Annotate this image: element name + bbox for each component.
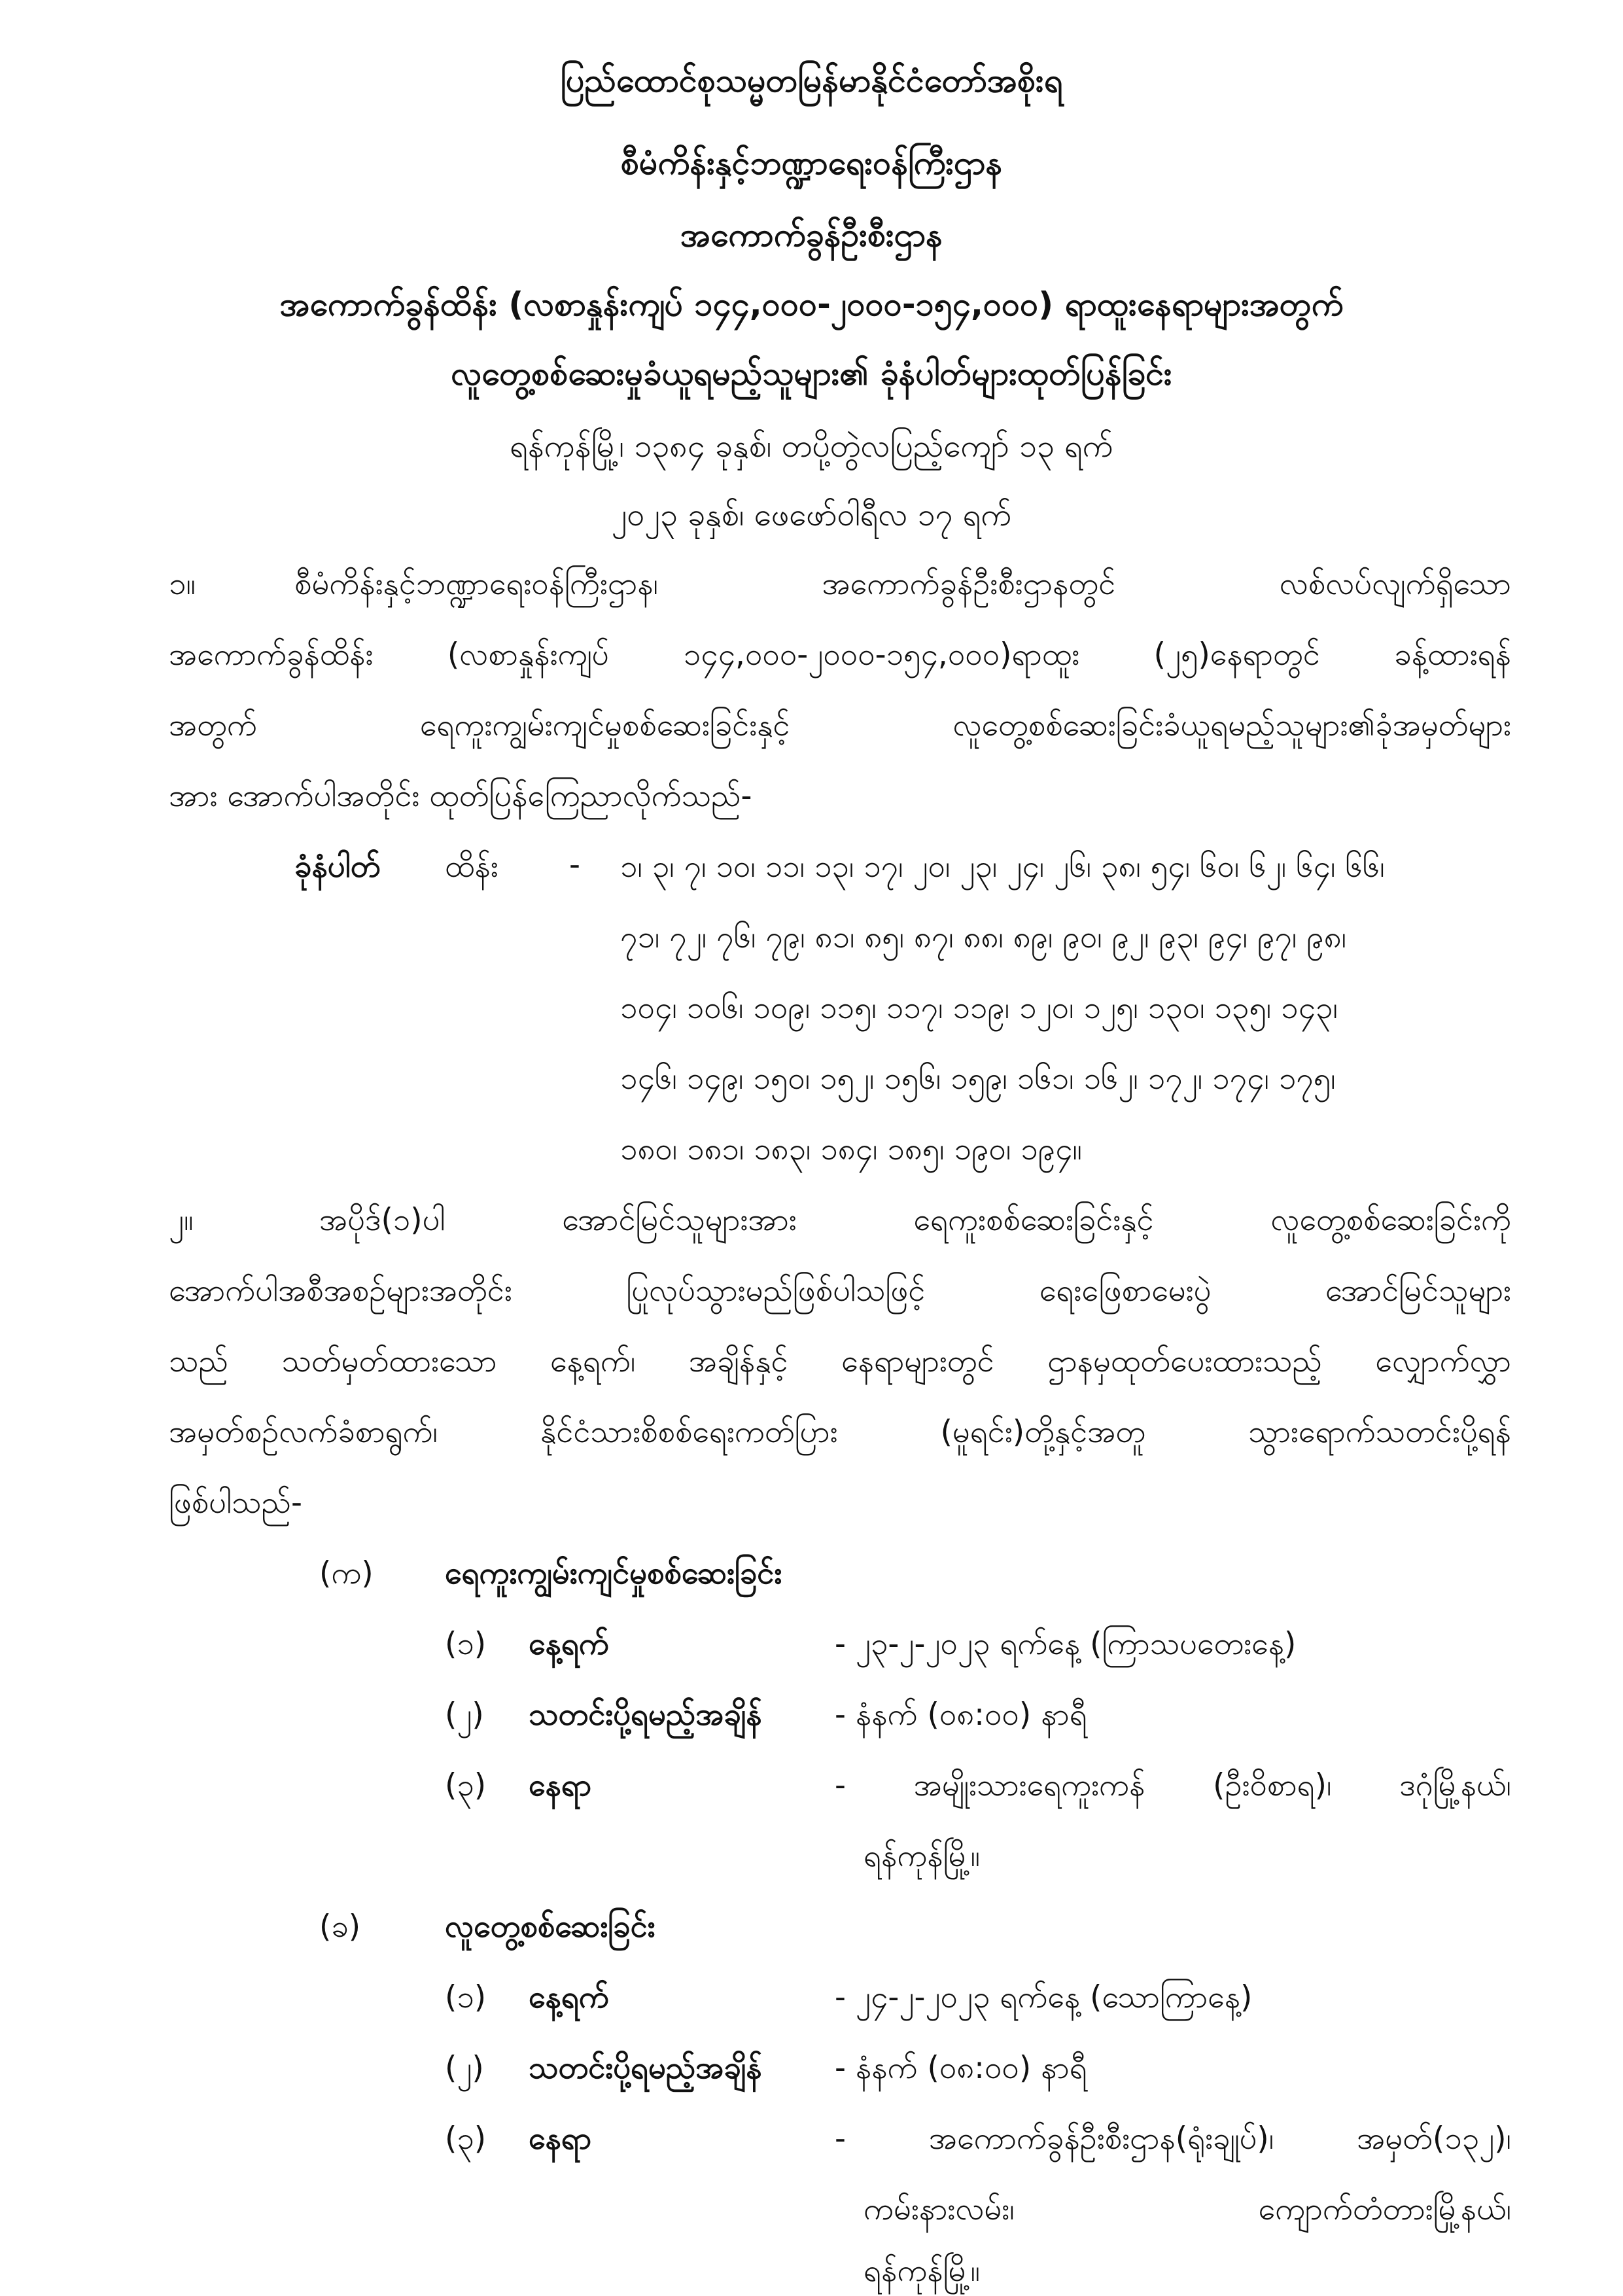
- seat-number-row: ၁၀၄၊ ၁၀၆၊ ၁၀၉၊ ၁၁၅၊ ၁၁၇၊ ၁၁၉၊ ၁၂၀၊ ၁၂၅၊ ၁၃၀၊ ၁၃၅၊ ၁၄၃၊: [620, 990, 1338, 1026]
- item-value: - ၂၃-၂-၂၀၂၃ ရက်နေ့ (ကြာသပတေးနေ့): [835, 1626, 1297, 1662]
- item-value: - နံနက် (၀၈:၀၀) နာရီ: [835, 2050, 1087, 2086]
- item-key: သတင်းပို့ရမည့်အချိန်: [529, 2050, 762, 2086]
- item-value: - နံနက် (၀၈:၀၀) နာရီ: [835, 1697, 1087, 1733]
- para1-number: ၁။: [169, 566, 196, 602]
- item-key: နေ့ရက်: [529, 1626, 609, 1662]
- item-value: - ၂၄-၂-၂၀၂၃ ရက်နေ့ (သောကြာနေ့): [835, 1979, 1253, 2015]
- seat-dash: -: [569, 847, 580, 883]
- western-date: ၂၀၂၃ ခုနှစ်၊ ဖေဖော်ဝါရီလ ၁၇ ရက်: [611, 497, 1012, 533]
- item-value-cont: ရန်ကုန်မြို့။: [864, 1838, 980, 1874]
- seat-number-row: ၁၄၆၊ ၁၄၉၊ ၁၅၀၊ ၁၅၂၊ ၁၅၆၊ ၁၅၉၊ ၁၆၁၊ ၁၆၂၊ ၁၇၂၊ ၁၇၄၊ ၁၇၅၊: [620, 1061, 1336, 1097]
- item-number: (၂): [445, 2050, 484, 2086]
- item-key: နေရာ: [529, 1767, 592, 1803]
- item-key: နေ့ရက်: [529, 1979, 609, 2015]
- position-title: အကောက်ခွန်ထိန်း (လစာနှုန်းကျပ် ၁၄၄,၀၀၀-၂၀၀၀-၁၅၄,၀၀၀) ရာထူးနေရာများအတွက်: [279, 285, 1344, 323]
- section-b-title: လူတွေ့စစ်ဆေးခြင်း: [445, 1909, 655, 1945]
- para2-line: အမှတ်စဉ်လက်ခံစာရွက်၊ နိုင်ငံသားစိစစ်ရေးကတ်ပြား (မူရင်း)တို့နှင့်အတူ သွားရောက်သတင်းပို့ရန်: [169, 1414, 1511, 1450]
- item-key: သတင်းပို့ရမည့်အချိန်: [529, 1697, 762, 1733]
- seat-number-row: ၁၊ ၃၊ ၇၊ ၁၀၊ ၁၁၊ ၁၃၊ ၁၇၊ ၂၀၊ ၂၃၊ ၂၄၊ ၂၆၊ ၃၈၊ ၅၄၊ ၆၀၊ ၆၂၊ ၆၄၊ ၆၆၊: [620, 849, 1385, 885]
- item-key: နေရာ: [529, 2121, 592, 2157]
- item-number: (၁): [445, 1626, 487, 1662]
- seat-position-label: ထိန်း: [445, 849, 498, 885]
- item-value-cont: ရန်ကုန်မြို့။: [864, 2253, 980, 2289]
- item-number: (၁): [445, 1979, 487, 2015]
- section-b-label: (ခ): [319, 1909, 361, 1945]
- para1-line: အား အောက်ပါအတိုင်း ထုတ်ပြန်ကြေညာလိုက်သည်-: [169, 778, 752, 814]
- para2-line: ဖြစ်ပါသည်-: [169, 1485, 302, 1521]
- section-a-title: ရေကူးကျွမ်းကျင်မှုစစ်ဆေးခြင်း: [445, 1555, 782, 1591]
- item-number: (၂): [445, 1697, 484, 1733]
- ministry-title: စီမံကိန်းနှင့်ဘဏ္ဍာရေးဝန်ကြီးဌာန: [620, 144, 1003, 182]
- item-number: (၃): [445, 2121, 487, 2157]
- para2-line: အောက်ပါအစီအစဉ်များအတိုင်း ပြုလုပ်သွားမည်ဖြစ်ပါသဖြင့် ရေးဖြေစာမေးပွဲ အောင်မြင်သူများ: [169, 1273, 1511, 1309]
- para1-line: စီမံကိန်းနှင့်ဘဏ္ဍာရေးဝန်ကြီးဌာန၊ အကောက်ခွန်ဦးစီးဌာနတွင် လစ်လပ်လျက်ရှိသော: [294, 566, 1511, 602]
- item-number: (၃): [445, 1767, 487, 1803]
- item-value: - အကောက်ခွန်ဦးစီးဌာန(ရုံးချုပ်)၊ အမှတ်(၁၃၂)၊: [835, 2121, 1511, 2157]
- section-a-label: (က): [319, 1555, 374, 1591]
- item-value: - အမျိုးသားရေကူးကန် (ဦးဝိစာရ)၊ ဒဂုံမြို့နယ်၊: [835, 1767, 1511, 1803]
- seat-number-row: ၁၈၀၊ ၁၈၁၊ ၁၈၃၊ ၁၈၄၊ ၁၈၅၊ ၁၉၀၊ ၁၉၄။: [620, 1131, 1082, 1167]
- seat-number-row: ၇၁၊ ၇၂၊ ၇၆၊ ၇၉၊ ၈၁၊ ၈၅၊ ၈၇၊ ၈၈၊ ၈၉၊ ၉၀၊ ၉၂၊ ၉၃၊ ၉၄၊ ၉၇၊ ၉၈၊: [620, 919, 1347, 955]
- para2-line: သည် သတ်မှတ်ထားသော နေ့ရက်၊ အချိန်နှင့် နေရာများတွင် ဌာနမှထုတ်ပေးထားသည့် လျှောက်လွှာ: [169, 1343, 1511, 1379]
- para1-line: အတွက် ရေကူးကျွမ်းကျင်မှုစစ်ဆေးခြင်းနှင့် လူတွေ့စစ်ဆေးခြင်းခံယူရမည့်သူများ၏ခုံအမှတ်များ: [169, 707, 1511, 743]
- myanmar-date: ရန်ကုန်မြို့၊ ၁၃၈၄ ခုနှစ်၊ တပို့တွဲလပြည့်ကျော် ၁၃ ရက်: [510, 428, 1113, 465]
- para2-line: အပိုဒ်(၁)ပါ အောင်မြင်သူများအား ရေကူးစစ်ဆေးခြင်းနှင့် လူတွေ့စစ်ဆေးခြင်းကို: [319, 1202, 1511, 1238]
- item-value-cont: ကမ်းနားလမ်း၊ ကျောက်တံတားမြို့နယ်၊: [864, 2191, 1511, 2227]
- seat-number-label: ခုံနံပါတ်: [294, 849, 381, 885]
- department-title: အကောက်ခွန်ဦးစီးဌာန: [680, 216, 943, 254]
- para2-number: ၂။: [169, 1202, 194, 1238]
- para1-line: အကောက်ခွန်ထိန်း (လစာနှုန်းကျပ် ၁၄၄,၀၀၀-၂၀၀၀-၁၅၄,၀၀၀)ရာထူး (၂၅)နေရာတွင် ခန့်ထားရန်: [169, 637, 1511, 673]
- government-title: ပြည်ထောင်စုသမ္မတမြန်မာနိုင်ငံတော်အစိုးရ: [560, 62, 1063, 99]
- announcement-title: လူတွေ့စစ်ဆေးမှုခံယူရမည့်သူများ၏ ခုံနံပါတ်များထုတ်ပြန်ခြင်း: [451, 355, 1172, 393]
